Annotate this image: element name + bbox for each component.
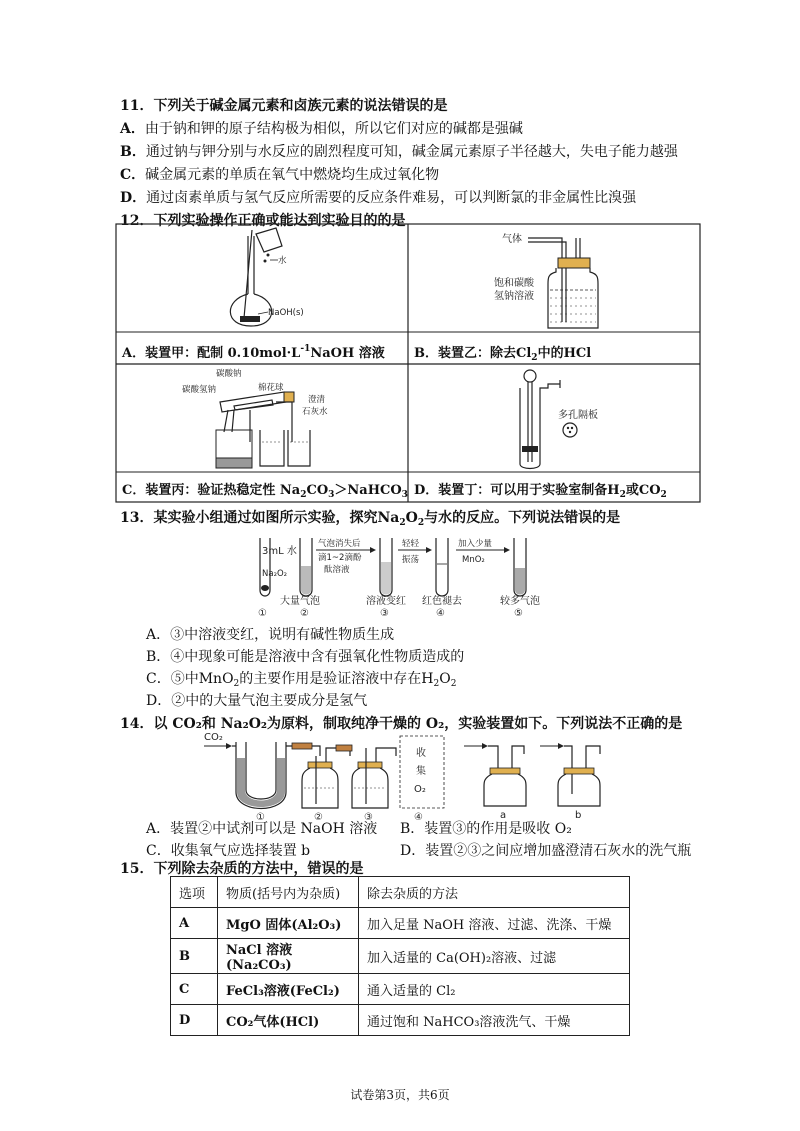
q11-stem: 11．下列关于碱金属元素和卤族元素的说法错误的是 [120,98,448,114]
svg-text:3mL 水: 3mL 水 [262,546,297,557]
svg-text:a: a [500,810,507,821]
svg-text:轻轻: 轻轻 [402,539,420,549]
svg-text:气泡消失后: 气泡消失后 [318,539,361,549]
table-cell: 加入足量 NaOH 溶液、过滤、洗涤、干燥 [359,908,630,939]
svg-text:④: ④ [436,608,445,619]
svg-text:较多气泡: 较多气泡 [500,596,540,607]
q11-option-c: C．碱金属元素的单质在氧气中燃烧均生成过氧化物 [120,167,440,183]
q13-option-c: C．⑤中MnO$_2$的主要作用是验证溶液中存在$H_2O_2$ [146,671,457,689]
svg-text:澄清: 澄清 [308,395,326,405]
svg-text:溶液变红: 溶液变红 [366,596,406,607]
svg-text:CO₂: CO₂ [204,732,223,743]
svg-text:Na₂O₂: Na₂O₂ [262,569,288,579]
q12-option-a: A．装置甲：配制 $0.10mol\cdot L^{-1}NaOH$ 溶液 [122,344,385,361]
table-cell: A [171,908,218,939]
table-row [171,939,630,974]
table-cell: 加入适量的 Ca(OH)₂溶液、过滤 [359,939,630,974]
q14-option-a: A．装置②中试剂可以是 NaOH 溶液 [146,821,378,837]
svg-text:气体: 气体 [502,234,522,245]
table-header-cell: 除去杂质的方法 [359,877,630,908]
svg-text:③: ③ [364,812,373,823]
svg-text:b: b [575,810,582,821]
q14-option-b: B．装置③的作用是吸收 O₂ [400,821,572,837]
table-header-row [171,877,630,908]
volumetric-flask-diagram [210,228,320,330]
q11-option-b: B．通过钠与钾分别与水反应的剧烈程度可知，碱金属元素原子半径越大，失电子能力越强 [120,144,678,160]
q12-option-b: B．装置乙：除去$Cl_2$中的HCl [414,346,592,363]
table-row [171,974,630,1005]
table-cell: B [171,939,218,974]
svg-text:振荡: 振荡 [402,555,420,565]
q15-stem: 15．下列除去杂质的方法中，错误的是 [120,861,364,877]
q13-stem: 13．某实验小组通过如图所示实验，探究$Na_2O_2$与水的反应。下列说法错误的是 [120,510,621,528]
svg-text:石灰水: 石灰水 [302,407,328,417]
svg-text:棉花球: 棉花球 [258,383,284,393]
q14-option-c: C．收集氧气应选择装置 b [146,843,311,859]
svg-text:NaOH(s): NaOH(s) [268,308,304,318]
o2-preparation-apparatus-diagram [200,728,640,824]
q11-option-a: A．由于钠和钾的原子结构极为相似，所以它们对应的碱都是强碱 [120,121,523,137]
svg-text:收: 收 [416,748,426,759]
svg-text:碳酸钠: 碳酸钠 [216,369,242,379]
svg-text:O₂: O₂ [414,784,426,795]
table-cell: NaCl 溶液(Na₂CO₃) [218,939,359,974]
impurity-removal-table [170,876,630,1036]
table-cell: FeCl₃溶液(FeCl₂) [218,974,359,1005]
svg-text:②: ② [300,608,309,619]
gas-washing-bottle-diagram [494,228,620,330]
table-header-cell: 物质(括号内为杂质) [218,877,359,908]
svg-text:水: 水 [278,256,287,266]
table-header-cell: 选项 [171,877,218,908]
page-footer: 试卷第3页，共6页 [350,1088,450,1102]
na2o2-water-experiment-diagram [240,530,560,625]
q12-option-d: D．装置丁：可以用于实验室制备$H_2$或$CO_2$ [414,483,667,500]
svg-text:①: ① [258,608,267,619]
svg-text:③: ③ [380,608,389,619]
table-row [171,1005,630,1036]
svg-text:MnO₂: MnO₂ [462,555,485,565]
q12-option-c: C．装置丙：验证热稳定性 $Na_2CO_3>NaHCO_3$ [122,483,408,500]
q11-option-d: D．通过卤素单质与氢气反应所需要的反应条件难易，可以判断氯的非金属性比溴强 [120,190,637,206]
svg-text:滴1~2滴酚: 滴1~2滴酚 [318,553,362,563]
table-cell: 通入适量的 Cl₂ [359,974,630,1005]
table-cell: D [171,1005,218,1036]
gas-generator-diagram [500,366,620,470]
table-cell: CO₂气体(HCl) [218,1005,359,1036]
svg-text:集: 集 [416,766,426,777]
svg-text:②: ② [314,812,323,823]
q14-stem: 14．以 CO₂和 Na₂O₂为原料，制取纯净干燥的 O₂，实验装置如下。下列说法不正确的是 [120,716,683,732]
svg-text:多孔隔板: 多孔隔板 [558,410,598,421]
table-cell: MgO 固体(Al₂O₃) [218,908,359,939]
table-cell: C [171,974,218,1005]
q13-option-b: B．④中现象可能是溶液中含有强氧化性物质造成的 [146,649,465,665]
thermal-stability-diagram [180,366,340,470]
svg-text:加入少量: 加入少量 [458,539,493,549]
q13-option-a: A．③中溶液变红，说明有碱性物质生成 [146,627,395,643]
svg-text:饱和碳酸: 饱和碳酸 [494,278,534,289]
table-cell: 通过饱和 NaHCO₃溶液洗气、干燥 [359,1005,630,1036]
svg-text:④: ④ [414,812,423,823]
svg-text:酞溶液: 酞溶液 [324,565,350,575]
svg-text:碳酸氢钠: 碳酸氢钠 [182,385,217,395]
svg-text:红色褪去: 红色褪去 [422,596,462,607]
q13-option-d: D．②中的大量气泡主要成分是氢气 [146,693,368,709]
table-row [171,908,630,939]
svg-text:大量气泡: 大量气泡 [280,596,320,607]
svg-text:①: ① [256,812,265,823]
q14-option-d: D．装置②③之间应增加盛澄清石灰水的洗气瓶 [400,843,692,859]
svg-text:⑤: ⑤ [514,608,523,619]
svg-text:氢钠溶液: 氢钠溶液 [494,291,534,302]
q12-stem: 12．下列实验操作正确或能达到实验目的的是 [120,213,406,229]
